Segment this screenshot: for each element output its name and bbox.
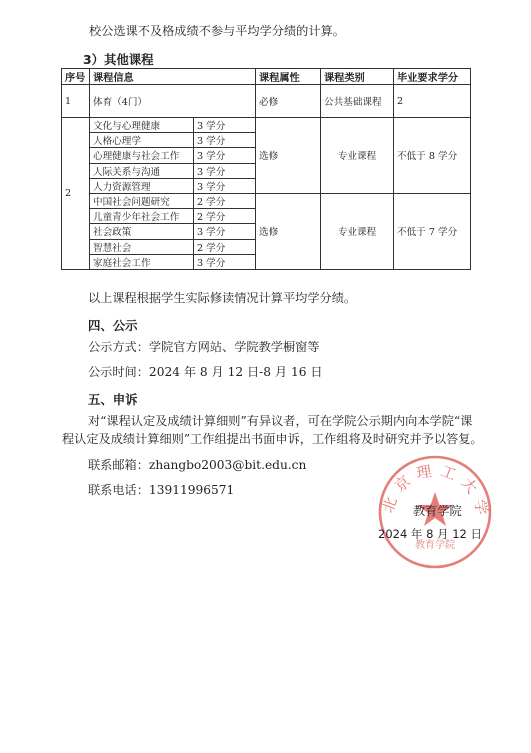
- course-credit: 3 学分: [194, 254, 256, 269]
- table-row: [62, 193, 471, 208]
- appeal-line-2: 程认定及成绩计算细则”工作组提出书面申诉，工作组将及时研究并予以答复。: [62, 432, 483, 446]
- course-credit: 2 学分: [194, 239, 256, 254]
- cell-attr: 必修: [256, 85, 321, 118]
- course-credit: 3 学分: [194, 148, 256, 163]
- cell-credit-req: 2: [394, 85, 471, 118]
- publicity-method: 公示方式：学院官方网站、学院教学橱窗等: [88, 340, 320, 354]
- course-name: 家庭社会工作: [90, 254, 194, 269]
- publicity-time: 公示时间：2024 年 8 月 12 日-8 月 16 日: [88, 365, 323, 379]
- course-credit: 3 学分: [194, 178, 256, 193]
- section-3-title: 3）其他课程: [83, 52, 154, 67]
- table-header-row: [62, 69, 471, 85]
- course-name: 心理健康与社会工作: [90, 148, 194, 163]
- cell-no: 1: [62, 85, 90, 118]
- section-4-title: 四、公示: [88, 318, 138, 333]
- cell-credit-req: 不低于 8 学分: [394, 118, 471, 194]
- table-row: [62, 85, 471, 118]
- course-credit: 3 学分: [194, 133, 256, 148]
- top-line: 校公选课不及格成绩不参与平均学分绩的计算。: [89, 24, 345, 38]
- course-name: 社会政策: [90, 224, 194, 239]
- course-credit: 3 学分: [194, 118, 256, 133]
- cell-attr: 选修: [256, 118, 321, 194]
- header-category: 课程类别: [321, 69, 394, 85]
- section-5-title: 五、申诉: [88, 392, 138, 407]
- cell-credit-req: 不低于 7 学分: [394, 193, 471, 269]
- course-name: 人力资源管理: [90, 178, 194, 193]
- cell-course: 体育（4门）: [90, 85, 256, 118]
- course-name: 文化与心理健康: [90, 118, 194, 133]
- contact-phone: 联系电话：13911996571: [88, 483, 235, 497]
- header-course-info: 课程信息: [90, 69, 256, 85]
- seal-center-text: 教育学院: [415, 540, 455, 551]
- course-name: 儿童青少年社会工作: [90, 209, 194, 224]
- appeal-line-1: 对“课程认定及成绩计算细则”有异议者，可在学院公示期内向本学院“课: [88, 414, 473, 428]
- cell-category: 公共基础课程: [321, 85, 394, 118]
- course-credit: 2 学分: [194, 209, 256, 224]
- cell-category: 专业课程: [321, 118, 394, 194]
- courses-table: [61, 68, 471, 270]
- course-name: 中国社会问题研究: [90, 193, 194, 208]
- course-credit: 3 学分: [194, 163, 256, 178]
- after-table-note: 以上课程根据学生实际修读情况计算平均学分绩。: [88, 291, 357, 305]
- seal-text: 北京理工大学: [378, 460, 493, 523]
- contact-email: 联系邮箱：zhangbo2003@bit.edu.cn: [88, 458, 307, 472]
- header-no: 序号: [62, 69, 90, 85]
- course-name: 智慧社会: [90, 239, 194, 254]
- table-row: [62, 118, 471, 133]
- header-attr: 课程属性: [256, 69, 321, 85]
- course-name: 人际关系与沟通: [90, 163, 194, 178]
- cell-category: 专业课程: [321, 193, 394, 269]
- course-name: 人格心理学: [90, 133, 194, 148]
- course-credit: 3 学分: [194, 224, 256, 239]
- signature-date: 2024 年 8 月 12 日: [378, 527, 482, 541]
- signature-unit: 教育学院: [413, 504, 462, 518]
- cell-attr: 选修: [256, 193, 321, 269]
- course-credit: 2 学分: [194, 193, 256, 208]
- header-credit-req: 毕业要求学分: [394, 69, 471, 85]
- cell-no: 2: [62, 118, 90, 270]
